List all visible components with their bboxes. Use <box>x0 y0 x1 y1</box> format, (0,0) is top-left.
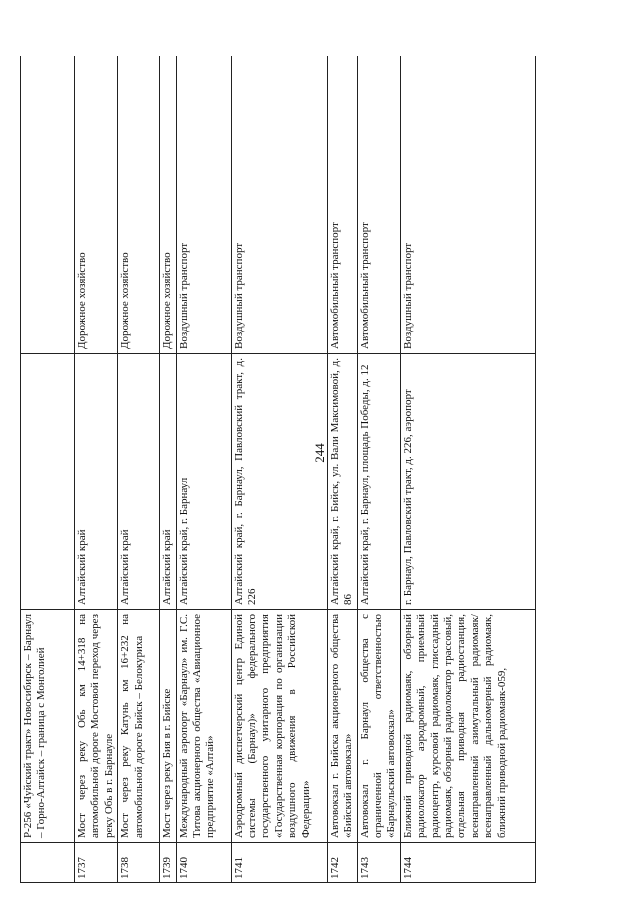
facility-address: Алтайский край, г. Барнаул, Павловский тракт, д. 226 <box>231 354 327 610</box>
facility-address: Алтайский край, г. Барнаул, площадь Победы, д. 12 <box>357 354 400 610</box>
facility-name: Мост через реку Обь км 14+318 на автомобильной дороге Мостовой переход через реку Обь в г. Барнауле <box>75 610 118 843</box>
table-row <box>357 56 400 883</box>
rotated-page <box>20 56 572 883</box>
row-number: 1743 <box>357 843 400 883</box>
row-number: 1738 <box>118 843 160 883</box>
table-row <box>21 56 75 883</box>
row-number: 1741 <box>231 843 327 883</box>
row-number: 1742 <box>327 843 357 883</box>
row-number: 1744 <box>400 843 535 883</box>
row-number: 1737 <box>75 843 118 883</box>
facilities-table <box>20 56 536 883</box>
facility-name: Автовокзал г. Барнаул общества с ограниченной ответственностью «Барнаульский автовокзал» <box>357 610 400 843</box>
transport-type: Воздушный транспорт <box>231 56 327 354</box>
facility-name: Аэродромный диспетчерский центр Единой системы (Барнаул)» федерального государственного унитарного предприятия «Государственная корпорация по организации воздушного движения в Российской Федерации» <box>231 610 327 843</box>
facility-address: г. Барнаул, Павловский тракт, д. 226, аэропорт <box>400 354 535 610</box>
table-row <box>118 56 160 883</box>
transport-type: Автомобильный транспорт <box>357 56 400 354</box>
transport-type: Дорожное хозяйство <box>118 56 160 354</box>
row-number <box>21 843 75 883</box>
row-number: 1740 <box>176 843 231 883</box>
transport-type: Дорожное хозяйство <box>75 56 118 354</box>
transport-type: Автомобильный транспорт <box>327 56 357 354</box>
transport-type <box>21 56 75 354</box>
row-number: 1739 <box>160 843 176 883</box>
facility-address: Алтайский край, г. Бийск, ул. Вали Максимовой, д. 86 <box>327 354 357 610</box>
table-container <box>20 56 572 883</box>
transport-type: Воздушный транспорт <box>176 56 231 354</box>
facility-address <box>21 354 75 610</box>
table-row <box>176 56 231 883</box>
facility-address: Алтайский край <box>118 354 160 610</box>
table-row <box>231 56 327 883</box>
facility-name: Мост через реку Катунь км 16+232 на автомобильной дороге Бийск – Белокуриха <box>118 610 160 843</box>
facility-name: Международный аэропорт «Барнаул» им. Г.С. Титова акционерного общества «Авиационное предприятие «Алтай» <box>176 610 231 843</box>
facility-name: Автовокзал г. Бийска акционерного общества «Бийский автовокзал» <box>327 610 357 843</box>
facility-name: Ближний приводной радиомаяк, обзорный радиолокатор аэродромный, приемный радиоцентр, курсовой радиомаяк, глиссадный радиомаяк, обзорный радиолокатор трассовый, отдельная приводная радиостанция, всенаправленный азимутальный радиомаяк/всенаправленный дальномерный радиомаяк, ближний приводной радиомаяк-059, <box>400 610 535 843</box>
facility-address: Алтайский край <box>75 354 118 610</box>
transport-type: Воздушный транспорт <box>400 56 535 354</box>
table-row <box>327 56 357 883</box>
facility-address: Алтайский край, г. Барнаул <box>176 354 231 610</box>
facility-name: Мост через реку Бия в г. Бийске <box>160 610 176 843</box>
transport-type: Дорожное хозяйство <box>160 56 176 354</box>
facility-address: Алтайский край <box>160 354 176 610</box>
table-row <box>75 56 118 883</box>
table-row <box>160 56 176 883</box>
facility-name: Р-256 «Чуйский тракт» Новосибирск – Барнаул – Горно-Алтайск – граница с Монголией <box>21 610 75 843</box>
table-row <box>400 56 535 883</box>
page-number: 244 <box>312 443 327 463</box>
